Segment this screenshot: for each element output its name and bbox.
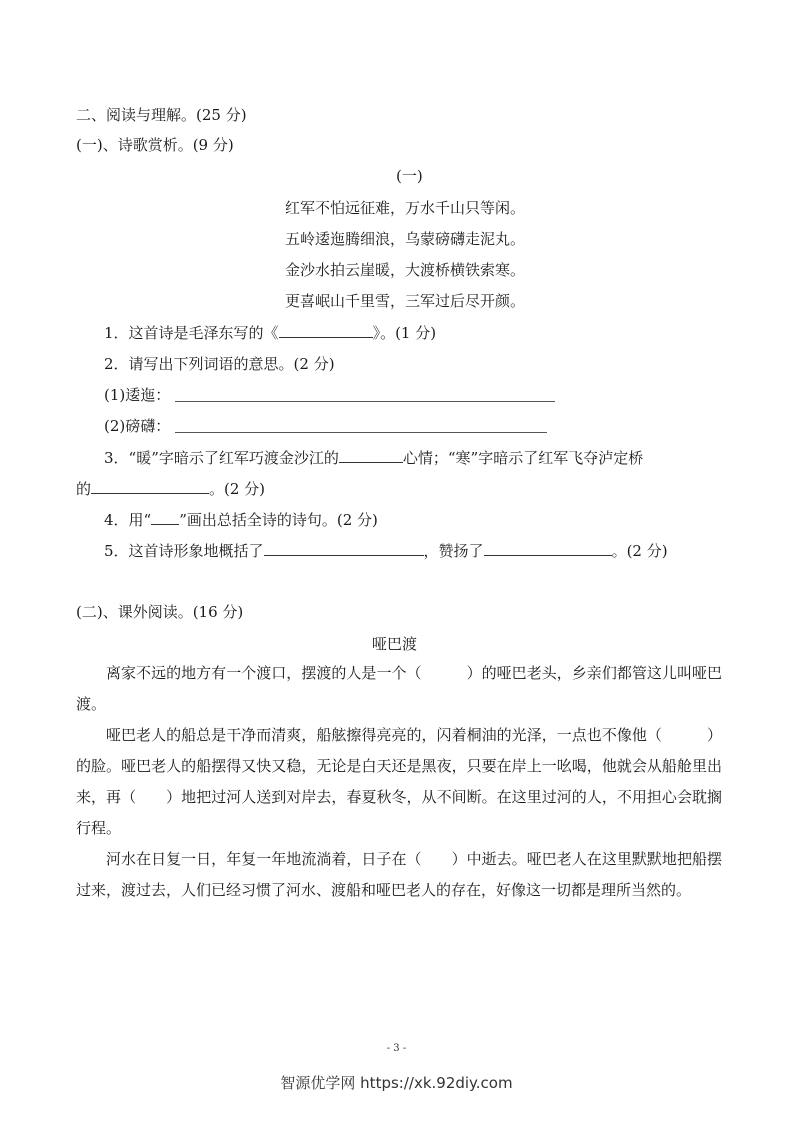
question-3 bbox=[104, 447, 643, 468]
answer-blank-q3-2[interactable] bbox=[91, 478, 209, 494]
story-paragraph: 哑巴老人的船总是干净而清爽，船舷擦得亮亮的，闪着桐油的光泽，一点也不像他（ ）的脸。哑巴老人的船摆得又快又稳，无论是白天还是黑夜，只要在岸上一吆喝，他就会从船舱里出来，再（ ）地把过河人送到对岸去，春夏秋冬，从不间断。在这里过河的人，不用担心会耽搁行程。 bbox=[76, 726, 722, 837]
question-5-score: 。(2 分) bbox=[611, 542, 668, 560]
question-3-text-a: 3．“暖”字暗示了红军巧渡金沙江的 bbox=[104, 449, 339, 467]
question-4 bbox=[104, 509, 378, 530]
question-1 bbox=[104, 322, 436, 343]
question-5-text-b: ，赞扬了 bbox=[423, 542, 484, 560]
question-5-text-a: 5．这首诗形象地概括了 bbox=[104, 542, 264, 560]
question-4-text-a: 4．用“ bbox=[104, 511, 152, 529]
section-title: 二、阅读与理解。(25 分) bbox=[76, 106, 247, 124]
question-4-text-b: ”画出总括全诗的诗句。(2 分) bbox=[179, 511, 378, 529]
story-paragraph: 河水在日复一日，年复一年地流淌着，日子在（ ）中逝去。哑巴老人在这里默默地把船摆过来，渡过去，人们已经习惯了河水、渡船和哑巴老人的存在，好像这一切都是理所当然的。 bbox=[76, 850, 722, 899]
answer-blank-q1[interactable] bbox=[279, 322, 373, 338]
answer-blank-q5-2[interactable] bbox=[484, 540, 612, 556]
story-paragraph: 离家不远的地方有一个渡口，摆渡的人是一个（ ）的哑巴老头，乡亲们都管这儿叫哑巴渡。 bbox=[76, 664, 722, 713]
part2-title: (二)、课外阅读。(16 分) bbox=[76, 603, 244, 621]
answer-line-q2-2[interactable] bbox=[175, 432, 547, 433]
poem-line: 红军不怕远征难，万水千山只等闲。 bbox=[285, 199, 526, 217]
question-2-item-1: (1)逶迤： bbox=[104, 386, 171, 404]
page-number: - 3 - bbox=[386, 1043, 407, 1054]
answer-blank-q3-1[interactable] bbox=[339, 447, 403, 463]
question-3-text-b: 心情；“寒”字暗示了红军飞夺泸定桥 bbox=[402, 449, 644, 467]
book-title-open: 《 bbox=[263, 324, 279, 342]
question-3-score: 。(2 分) bbox=[209, 480, 266, 498]
poem-line: 金沙水拍云崖暖，大渡桥横铁索寒。 bbox=[285, 261, 526, 279]
part1-title: (一)、诗歌赏析。(9 分) bbox=[76, 136, 234, 154]
question-3-text-c: 的 bbox=[76, 480, 92, 498]
answer-line-q2-1[interactable] bbox=[175, 401, 555, 402]
book-title-close: 》 bbox=[372, 324, 381, 342]
question-2: 2．请写出下列词语的意思。(2 分) bbox=[104, 355, 335, 373]
underline-sample bbox=[151, 509, 179, 525]
answer-blank-q5-1[interactable] bbox=[264, 540, 424, 556]
question-3-continued bbox=[76, 478, 265, 499]
poem-line: 更喜岷山千里雪，三军过后尽开颜。 bbox=[285, 292, 526, 310]
question-5 bbox=[104, 540, 668, 561]
watermark: 智源优学网 https://xk.92diy.com bbox=[280, 1074, 513, 1092]
question-1-text: 1．这首诗是毛泽东写的 bbox=[104, 324, 264, 342]
poem-heading: (一) bbox=[396, 167, 423, 185]
question-2-item-2: (2)磅礴： bbox=[104, 417, 171, 435]
poem-line: 五岭逶迤腾细浪，乌蒙磅礴走泥丸。 bbox=[285, 230, 526, 248]
story-title: 哑巴渡 bbox=[372, 635, 418, 653]
question-1-score: 。(1 分) bbox=[380, 324, 437, 342]
